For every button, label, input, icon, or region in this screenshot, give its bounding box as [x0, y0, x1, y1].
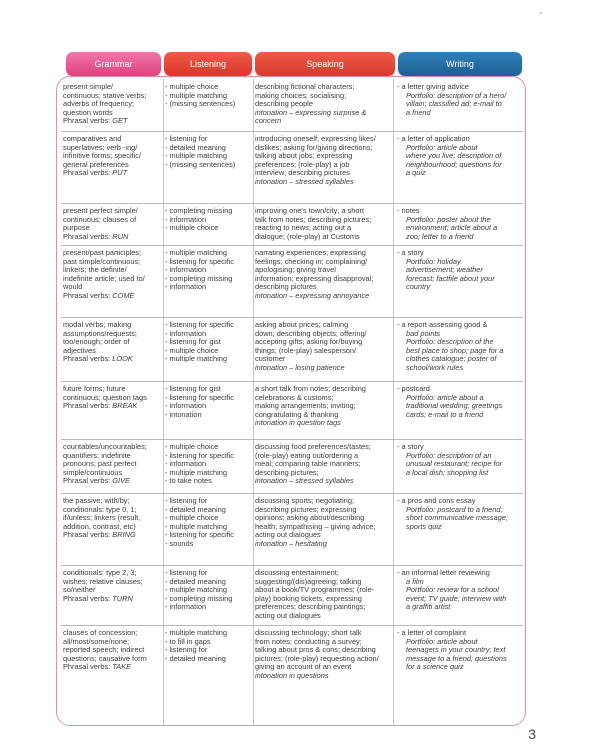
table-row — [57, 317, 527, 381]
cell-line: - completing missing — [165, 275, 257, 284]
cell-line: - to fill in gaps — [165, 638, 257, 647]
cell-line: describing pictures; — [255, 467, 319, 477]
cell-line: continuous; question tags — [63, 392, 147, 402]
cell-line: congratulating & thanking — [255, 409, 339, 419]
row-divider — [61, 203, 523, 204]
column-divider — [253, 245, 254, 317]
cell-line: short communicative message; — [406, 513, 508, 523]
cell-line: - notes — [397, 207, 523, 216]
cell-line: acting out dialogues — [255, 610, 321, 620]
cell-line: - detailed meaning — [165, 506, 257, 515]
column-divider — [253, 131, 254, 203]
cell-line: intonation – expressing surprise & — [255, 107, 367, 117]
table-row — [57, 625, 527, 725]
cell-line: infinitive forms; specific/ — [63, 151, 142, 161]
cell-line: sports quiz — [406, 521, 442, 531]
cell-line: - detailed meaning — [165, 655, 257, 664]
cell-line: general preferences — [63, 159, 129, 169]
cell-line: teenagers in your country; text — [406, 645, 506, 655]
table-row — [57, 245, 527, 317]
cell-line: - (missing sentences) — [165, 100, 257, 109]
column-divider — [253, 625, 254, 725]
cell-line: play) booking tickets, expressing — [255, 593, 362, 603]
cell-line: countables/uncountables; — [63, 442, 147, 451]
listening-cell — [165, 629, 257, 663]
cell-line: - information — [165, 603, 257, 612]
cell-line: - multiple matching — [165, 249, 257, 258]
column-divider — [253, 317, 254, 381]
cell-line: preferences; describing paintings; — [255, 602, 366, 612]
grammar-cell — [63, 83, 163, 126]
column-divider — [393, 565, 394, 625]
grammar-cell — [63, 629, 163, 672]
row-divider — [61, 131, 523, 132]
cell-line: feelings; checking in; complaining/ — [255, 256, 368, 266]
cell-line: accepting gifts; asking for/buying — [255, 337, 363, 347]
cell-line: traditional wedding; greetings — [406, 401, 503, 411]
cell-line: a film — [406, 576, 424, 586]
cell-line: - to take notes — [165, 477, 257, 486]
cell-line: question words — [63, 107, 113, 117]
row-divider — [61, 439, 523, 440]
cell-line: - listening for — [165, 135, 257, 144]
table-row — [57, 381, 527, 439]
cell-line: intonation – losing patience — [255, 362, 345, 372]
column-divider — [163, 565, 164, 625]
cell-line: Phrasal verbs: PUT — [63, 168, 128, 178]
cell-line: - multiple matching — [165, 586, 257, 595]
cell-line: intonation – stressed syllables — [255, 476, 354, 486]
grammar-header: Grammar — [66, 52, 161, 76]
cell-line: assumptions/requests; — [63, 328, 137, 338]
cell-line: addition, contrast, etc) — [63, 521, 136, 531]
cell-line: interview; describing pictures — [255, 168, 350, 178]
cell-line: unusual restaurant; recipe for — [406, 459, 503, 469]
grammar-cell — [63, 497, 163, 540]
column-divider — [163, 203, 164, 245]
grammar-cell — [63, 385, 163, 411]
cell-line: - listening for — [165, 569, 257, 578]
listening-cell — [165, 497, 257, 549]
cell-line: intonation – stressed syllables — [255, 176, 354, 186]
cell-line: making arrangements; inviting; — [255, 401, 356, 411]
speaking-cell — [255, 629, 391, 681]
listening-cell — [165, 321, 257, 364]
cell-line: Phrasal verbs: BREAK — [63, 401, 138, 411]
column-divider — [393, 381, 394, 439]
cell-line: Phrasal verbs: BRING — [63, 530, 136, 540]
cell-line: Portfolio: review for a school — [406, 585, 499, 595]
cell-line: - multiple choice — [165, 224, 257, 233]
cell-line: - completing missing — [165, 595, 257, 604]
cell-line: adverbs of frequency; — [63, 99, 135, 109]
grammar-cell — [63, 207, 163, 241]
column-divider — [393, 203, 394, 245]
writing-cell — [397, 569, 523, 612]
cell-line: Portfolio: poster about the — [406, 214, 491, 224]
cell-line: neighbourhood; questions for — [406, 159, 502, 169]
speaking-cell — [255, 249, 391, 301]
cell-line: message to a friend; questions — [406, 653, 507, 663]
table-row — [57, 131, 527, 203]
column-divider — [163, 625, 164, 725]
cell-line: zoo; letter to a friend — [406, 231, 474, 241]
cell-line: future forms; future — [63, 384, 126, 393]
cell-line: - completing missing — [165, 207, 257, 216]
row-divider — [61, 245, 523, 246]
row-divider — [61, 493, 523, 494]
cell-line: down; describing objects; offering/ — [255, 328, 367, 338]
cell-line: - information — [165, 216, 257, 225]
cell-line: - multiple choice — [165, 443, 257, 452]
cell-line: a local dish; shopping list — [406, 467, 489, 477]
cell-line: reported speech; indirect — [63, 645, 145, 655]
writing-cell — [397, 321, 523, 373]
cell-line: acting out dialogues — [255, 530, 321, 540]
cell-line: - multiple matching — [165, 523, 257, 532]
cell-line: introducing oneself; expressing likes/ — [255, 134, 376, 143]
grammar-cell — [63, 135, 163, 178]
cell-line: Portfolio: description of an — [406, 450, 492, 460]
writing-cell — [397, 629, 523, 672]
cell-line: - detailed meaning — [165, 578, 257, 587]
cell-line: reacting to news; acting out a — [255, 223, 352, 233]
cell-line: the passive; with/by; — [63, 496, 130, 505]
cell-line: - multiple matching — [165, 469, 257, 478]
cell-line: describing people — [255, 99, 313, 109]
column-divider — [163, 131, 164, 203]
cell-line: cards; e-mail to a friend — [406, 409, 484, 419]
cell-line: - a letter of application — [397, 135, 523, 144]
cell-line: - listening for specific — [165, 531, 257, 540]
cell-line: pronouns; past perfect — [63, 459, 137, 469]
column-divider — [393, 245, 394, 317]
cell-line: making choices; socialising; — [255, 90, 347, 100]
cell-line: dislikes; asking for/giving directions; — [255, 142, 373, 152]
cell-line: advertisement; weather — [406, 265, 483, 275]
cell-line: clauses of concession; — [63, 628, 138, 637]
cell-line: Phrasal verbs: TAKE — [63, 662, 132, 672]
speaking-cell — [255, 497, 391, 549]
cell-line: - (missing sentences) — [165, 161, 257, 170]
cell-line: a quiz — [406, 168, 426, 178]
cell-line: asking about prices; calming — [255, 320, 349, 329]
cell-line: Phrasal verbs: GIVE — [63, 476, 130, 486]
cell-line: preferences; (role-play) a job — [255, 159, 350, 169]
cell-line: Portfolio: description of a hero/ — [406, 90, 507, 100]
cell-line: - a pros and cons essay — [397, 497, 523, 506]
cell-line: - information — [165, 402, 257, 411]
cell-line: - a story — [397, 249, 523, 258]
cell-line: - multiple choice — [165, 83, 257, 92]
cell-line: a short talk from notes; describing — [255, 384, 366, 393]
grammar-cell — [63, 321, 163, 364]
cell-line: superlatives; verb -ing/ — [63, 142, 138, 152]
cell-line: too/enough; order of — [63, 337, 130, 347]
cell-line: - multiple matching — [165, 92, 257, 101]
cell-line: purpose — [63, 223, 90, 233]
cell-line: opinions; asking about/describing — [255, 513, 365, 523]
cell-line: villain; classified ad; e-mail to — [406, 99, 502, 109]
cell-line: - multiple matching — [165, 355, 257, 364]
column-divider — [253, 493, 254, 565]
grammar-cell — [63, 249, 163, 301]
cell-line: - postcard — [397, 385, 523, 394]
cell-line: a friend — [406, 107, 431, 117]
cell-line: - detailed meaning — [165, 144, 257, 153]
cell-line: talk from notes; describing pictures; — [255, 214, 372, 224]
column-divider — [393, 79, 394, 131]
page-number: 3 — [528, 726, 536, 742]
column-divider — [253, 203, 254, 245]
cell-line: comparatives and — [63, 134, 122, 143]
listening-header: Listening — [164, 52, 252, 76]
cell-line: event; TV guide; interview with — [406, 593, 507, 603]
speaking-cell — [255, 443, 391, 486]
row-divider — [61, 625, 523, 626]
listening-cell — [165, 443, 257, 486]
listening-cell — [165, 135, 257, 169]
cell-line: talking about pros & cons; describing — [255, 645, 376, 655]
cell-line: narrating experiences; expressing — [255, 248, 366, 257]
cell-line: describing fictional characters; — [255, 82, 355, 91]
cell-line: simple/continuous — [63, 467, 123, 477]
listening-cell — [165, 569, 257, 612]
speaking-cell — [255, 207, 391, 241]
cell-line: Portfolio: description of the — [406, 337, 494, 347]
writing-cell — [397, 83, 523, 117]
cell-line: Portfolio: article about a — [406, 392, 484, 402]
listening-cell — [165, 385, 257, 419]
cell-line: - multiple choice — [165, 347, 257, 356]
cell-line: Phrasal verbs: RUN — [63, 231, 129, 241]
cell-line: intonation – expressing annoyance — [255, 290, 370, 300]
speaking-cell — [255, 569, 391, 621]
cell-line: - information — [165, 460, 257, 469]
column-headers — [66, 52, 522, 76]
cell-line: linkers; the definite/ — [63, 265, 127, 275]
cell-line: - multiple matching — [165, 152, 257, 161]
column-divider — [393, 625, 394, 725]
speaking-cell — [255, 321, 391, 373]
cell-line: discussing technology; short talk — [255, 628, 362, 637]
cell-line: health; sympathising – giving advice; — [255, 521, 376, 531]
cell-line: - a letter giving advice — [397, 83, 523, 92]
cell-line: - information — [165, 266, 257, 275]
cell-line: conditionals: type 2, 3; — [63, 568, 137, 577]
cell-line: - listening for — [165, 497, 257, 506]
cell-line: meal; comparing table manners; — [255, 459, 361, 469]
row-divider — [61, 317, 523, 318]
cell-line: Portfolio: holiday — [406, 256, 461, 266]
column-divider — [163, 245, 164, 317]
cell-line: Phrasal verbs: GET — [63, 116, 128, 126]
cell-line: Phrasal verbs: COME — [63, 290, 135, 300]
cell-line: continuous; clauses of — [63, 214, 137, 224]
cell-line: best place to shop; page for a — [406, 345, 504, 355]
scan-speck — [540, 12, 542, 14]
cell-line: - listening for gist — [165, 338, 257, 347]
cell-line: Portfolio: postcard to a friend; — [406, 504, 503, 514]
cell-line: - multiple matching — [165, 629, 257, 638]
cell-line: indefinite article; used to/ — [63, 273, 145, 283]
cell-line: intonation in questions — [255, 670, 329, 680]
cell-line: continuous; stative verbs; — [63, 90, 147, 100]
table-row — [57, 565, 527, 625]
cell-line: - intonation — [165, 411, 257, 420]
cell-line: apologising; giving travel — [255, 265, 336, 275]
column-divider — [163, 381, 164, 439]
cell-line: - an informal letter reviewing — [397, 569, 523, 578]
writing-cell — [397, 207, 523, 241]
cell-line: - listening for specific — [165, 258, 257, 267]
grammar-cell — [63, 569, 163, 603]
cell-line: present/past participles; — [63, 248, 142, 257]
speaking-cell — [255, 83, 391, 126]
cell-line: intonation in question tags — [255, 418, 341, 428]
table-row — [57, 439, 527, 493]
cell-line: wishes; relative clauses; — [63, 576, 143, 586]
column-divider — [253, 381, 254, 439]
cell-line: Portfolio: article about — [406, 142, 478, 152]
writing-cell — [397, 443, 523, 477]
listening-cell — [165, 207, 257, 233]
cell-line: a graffiti artist — [406, 602, 451, 612]
cell-line: present simple/ — [63, 82, 114, 91]
cell-line: - a letter of complaint — [397, 629, 523, 638]
cell-line: where you live; description of — [406, 151, 502, 161]
writing-cell — [397, 135, 523, 178]
cell-line: intonation – hesitating — [255, 538, 327, 548]
listening-cell — [165, 83, 257, 109]
column-divider — [393, 493, 394, 565]
writing-cell — [397, 249, 523, 292]
cell-line: modal verbs; making — [63, 320, 132, 329]
table-row — [57, 79, 527, 131]
cell-line: discussing food preferences/tastes; — [255, 442, 371, 451]
cell-line: things; (role-play) salesperson/ — [255, 345, 357, 355]
cell-line: if/unless; linkers (result, — [63, 513, 141, 523]
cell-line: - a report assessing good & — [397, 321, 523, 330]
cell-line: - a story — [397, 443, 523, 452]
cell-line: discussing sports; negotiating; — [255, 496, 355, 505]
cell-line: clothes catalogue; poster of — [406, 354, 497, 364]
speaking-cell — [255, 135, 391, 187]
cell-line: - listening for specific — [165, 452, 257, 461]
column-divider — [253, 439, 254, 493]
cell-line: - sounds — [165, 540, 257, 549]
cell-line: for a science quiz — [406, 662, 464, 672]
cell-line: describing pictures; expressing — [255, 504, 357, 514]
cell-line: talking about jobs; expressing — [255, 151, 353, 161]
row-divider — [61, 381, 523, 382]
cell-line: Portfolio: article about — [406, 636, 478, 646]
cell-line: (role-play) eating out/ordering a — [255, 450, 359, 460]
cell-line: past simple/continuous; — [63, 256, 141, 266]
speaking-cell — [255, 385, 391, 428]
contents-table — [56, 76, 526, 726]
writing-cell — [397, 497, 523, 531]
cell-line: Phrasal verbs: TURN — [63, 593, 133, 603]
cell-line: - listening for specific — [165, 394, 257, 403]
cell-line: would — [63, 282, 83, 292]
cell-line: about a book/TV programmes; (role- — [255, 585, 375, 595]
table-row — [57, 203, 527, 245]
column-divider — [163, 439, 164, 493]
column-divider — [393, 131, 394, 203]
cell-line: - information — [165, 330, 257, 339]
column-divider — [163, 493, 164, 565]
row-divider — [61, 565, 523, 566]
cell-line: customer — [255, 354, 286, 364]
speaking-header: Speaking — [255, 52, 395, 76]
column-divider — [253, 565, 254, 625]
cell-line: questions; causative form — [63, 653, 147, 663]
column-divider — [393, 317, 394, 381]
cell-line: dialogue; (role-play) at Customs — [255, 231, 360, 241]
cell-line: quantifiers; indefinite — [63, 450, 131, 460]
cell-line: present perfect simple/ — [63, 206, 138, 215]
grammar-cell — [63, 443, 163, 486]
cell-line: environment; article about a — [406, 223, 498, 233]
listening-cell — [165, 249, 257, 292]
cell-line: country — [406, 282, 431, 292]
cell-line: - multiple choice — [165, 514, 257, 523]
cell-line: concern — [255, 116, 282, 126]
table-row — [57, 493, 527, 565]
cell-line: bad points — [406, 328, 441, 338]
cell-line: so/neither — [63, 585, 96, 595]
column-divider — [393, 439, 394, 493]
cell-line: celebrations & customs; — [255, 392, 334, 402]
cell-line: discussing entertainment; — [255, 568, 339, 577]
cell-line: giving an account of an event — [255, 662, 352, 672]
cell-line: suggesting/(dis)agreeing; talking — [255, 576, 362, 586]
cell-line: improving one's town/city; a short — [255, 206, 365, 215]
cell-line: - listening for — [165, 646, 257, 655]
cell-line: forecast; factfile about your — [406, 273, 495, 283]
cell-line: - information — [165, 283, 257, 292]
cell-line: conditionals: type 0, 1; — [63, 504, 137, 514]
cell-line: - listening for specific — [165, 321, 257, 330]
writing-header: Writing — [398, 52, 522, 76]
cell-line: describing pictures — [255, 282, 317, 292]
cell-line: school/work rules — [406, 362, 464, 372]
column-divider — [163, 317, 164, 381]
cell-line: - listening for gist — [165, 385, 257, 394]
writing-cell — [397, 385, 523, 419]
cell-line: from notes; conducting a survey; — [255, 636, 362, 646]
cell-line: information; expressing disapproval; — [255, 273, 374, 283]
cell-line: adjectives — [63, 345, 96, 355]
cell-line: all/most/some/none; — [63, 636, 130, 646]
cell-line: pictures; (role-play) requesting action/ — [255, 653, 379, 663]
column-divider — [253, 79, 254, 131]
column-divider — [163, 79, 164, 131]
cell-line: Phrasal verbs: LOOK — [63, 354, 133, 364]
